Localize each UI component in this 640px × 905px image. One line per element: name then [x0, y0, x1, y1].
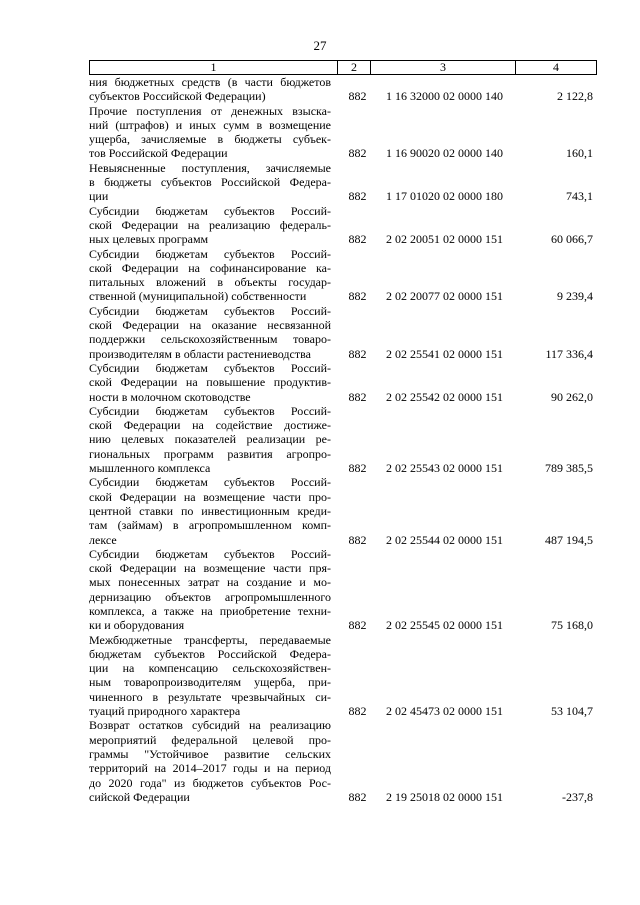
admin-code-cell: 882 — [348, 389, 367, 404]
column-header-4: 4 — [516, 61, 597, 75]
revenue-name-cell — [89, 547, 337, 633]
amount-cell: 53 104,7 — [551, 704, 593, 719]
revenue-name-line: ных целевых программ — [89, 232, 209, 247]
revenue-name-line: Межбюджетные трансферты, передаваемые — [89, 632, 331, 647]
revenue-name-cell — [89, 633, 337, 719]
amount-cell: 789 385,5 — [545, 461, 593, 476]
revenue-name-line: ской Федерации на софинансирование ка- — [89, 260, 331, 275]
budget-code-cell: 1 16 32000 02 0000 140 — [386, 89, 503, 104]
revenue-name-line: комплекса, а также на приобретение техни- — [89, 603, 331, 618]
table-row — [89, 547, 596, 633]
budget-code-cell: 2 02 25542 02 0000 151 — [386, 389, 503, 404]
revenue-name-line: Субсидии бюджетам субъектов Россий- — [89, 203, 331, 218]
revenue-name-line: ской Федерации на повышение продуктив- — [89, 375, 331, 390]
revenue-name-line: Субсидии бюджетам субъектов Россий- — [89, 246, 331, 261]
revenue-name-line: тов Российской Федерации — [89, 146, 228, 161]
revenue-name-line: бюджетам субъектов Российской Федера- — [89, 646, 331, 661]
column-header-2: 2 — [338, 61, 371, 75]
revenue-name-line: в бюджеты субъектов Российской Федера- — [89, 175, 331, 190]
revenue-name-line: Субсидии бюджетам субъектов Россий- — [89, 403, 331, 418]
admin-code-cell: 882 — [348, 89, 367, 104]
revenue-name-line: мероприятий федеральной целевой про- — [89, 732, 331, 747]
revenue-name-line: Субсидии бюджетам субъектов Россий- — [89, 360, 331, 375]
table-row — [89, 204, 596, 247]
revenue-name-line: гиональных программ развития агропро- — [89, 446, 331, 461]
table-row — [89, 475, 596, 546]
revenue-name-cell — [89, 75, 337, 104]
revenue-name-line: ской Федерации на возмещение части пря- — [89, 561, 331, 576]
revenue-name-line: Субсидии бюджетам субъектов Россий- — [89, 546, 331, 561]
revenue-name-cell — [89, 304, 337, 361]
amount-cell: 117 336,4 — [545, 346, 593, 361]
revenue-name-line: ки и оборудования — [89, 618, 185, 633]
revenue-name-line: Возврат остатков субсидий на реализацию — [89, 718, 331, 733]
revenue-name-line: ственной (муниципальной) собственности — [89, 289, 307, 304]
page-number: 27 — [313, 38, 327, 53]
revenue-name-cell — [89, 161, 337, 204]
budget-code-cell: 2 02 45473 02 0000 151 — [386, 704, 503, 719]
revenue-name-line: там (займам) в агропромышленном комп- — [89, 518, 331, 533]
amount-cell: 160,1 — [566, 146, 593, 161]
table-header — [89, 60, 597, 75]
budget-code-cell: 2 02 25541 02 0000 151 — [386, 346, 503, 361]
admin-code-cell: 882 — [348, 532, 367, 547]
amount-cell: 75 168,0 — [551, 618, 593, 633]
budget-code-cell: 1 17 01020 02 0000 180 — [386, 189, 503, 204]
revenue-name-line: поддержки сельскохозяйственным товаро- — [89, 332, 331, 347]
revenue-name-line: дернизацию объектов агропромышленного — [89, 589, 331, 604]
amount-cell: 2 122,8 — [557, 89, 593, 104]
revenue-name-line: граммы "Устойчивое развитие сельских — [89, 746, 331, 761]
budget-code-cell: 2 02 25543 02 0000 151 — [386, 461, 503, 476]
budget-code-cell: 2 19 25018 02 0000 151 — [386, 789, 503, 804]
revenue-name-line: ской Федерации на возмещение части про- — [89, 489, 331, 504]
revenue-name-line: мых понесенных затрат на создание и мо- — [89, 575, 331, 590]
revenue-name-line: питальных вложений в объекты государ- — [89, 275, 331, 290]
revenue-name-line: субъектов Российской Федерации) — [89, 89, 266, 104]
table-row — [89, 161, 596, 204]
admin-code-cell: 882 — [348, 789, 367, 804]
table-body — [89, 75, 596, 804]
revenue-name-line: туаций природного характера — [89, 704, 241, 719]
revenue-name-cell — [89, 247, 337, 304]
budget-code-cell: 2 02 25545 02 0000 151 — [386, 618, 503, 633]
admin-code-cell: 882 — [348, 618, 367, 633]
revenue-name-cell — [89, 475, 337, 546]
revenue-name-line: ской Федерации на реализацию федераль- — [89, 217, 331, 232]
table-row — [89, 718, 596, 804]
amount-cell: 9 239,4 — [557, 289, 593, 304]
revenue-name-line: ской Федерации на содействие достиже- — [89, 418, 331, 433]
revenue-name-line: мышленного комплекса — [89, 461, 211, 476]
table-row — [89, 247, 596, 304]
budget-code-cell: 1 16 90020 02 0000 140 — [386, 146, 503, 161]
revenue-name-line: Субсидии бюджетам субъектов Россий- — [89, 475, 331, 490]
revenue-name-line: ции — [89, 189, 109, 204]
revenue-name-line: территорий на 2014–2017 годы и на период — [89, 761, 331, 776]
amount-cell: 60 066,7 — [551, 232, 593, 247]
table-row — [89, 633, 596, 719]
table-row — [89, 404, 596, 475]
table-row — [89, 361, 596, 404]
revenue-name-line: центной ставки по инвестиционным креди- — [89, 503, 331, 518]
budget-code-cell: 2 02 25544 02 0000 151 — [386, 532, 503, 547]
table-row — [89, 304, 596, 361]
admin-code-cell: 882 — [348, 461, 367, 476]
revenue-name-cell — [89, 361, 337, 404]
revenue-name-line: Прочие поступления от денежных взыска- — [89, 103, 331, 118]
revenue-name-line: ности в молочном скотоводстве — [89, 389, 251, 404]
revenue-name-line: сийской Федерации — [89, 789, 190, 804]
revenue-name-line: ущерба, зачисляемые в бюджеты субъек- — [89, 132, 331, 147]
revenue-name-line: до 2020 года" из бюджетов субъектов Рос- — [89, 775, 331, 790]
revenue-name-line: чиненного в результате чрезвычайных си- — [89, 689, 331, 704]
revenue-name-line: Невыясненные поступления, зачисляемые — [89, 160, 331, 175]
revenue-name-line: ний (штрафов) и иных сумм в возмещение — [89, 117, 331, 132]
revenue-name-line: ния бюджетных средств (в части бюджетов — [89, 75, 331, 89]
amount-cell: 487 194,5 — [545, 532, 593, 547]
amount-cell: 90 262,0 — [551, 389, 593, 404]
revenue-name-cell — [89, 204, 337, 247]
revenue-name-line: Субсидии бюджетам субъектов Россий- — [89, 303, 331, 318]
table-row — [89, 75, 596, 104]
amount-cell: -237,8 — [562, 789, 593, 804]
admin-code-cell: 882 — [348, 232, 367, 247]
admin-code-cell: 882 — [348, 704, 367, 719]
budget-code-cell: 2 02 20051 02 0000 151 — [386, 232, 503, 247]
column-header-3: 3 — [371, 61, 516, 75]
revenue-name-line: производителям в области растениеводства — [89, 346, 311, 361]
admin-code-cell: 882 — [348, 289, 367, 304]
admin-code-cell: 882 — [348, 189, 367, 204]
revenue-name-line: лексе — [89, 532, 117, 547]
revenue-name-line: ской Федерации на оказание несвязанной — [89, 318, 331, 333]
revenue-name-line: ции на компенсацию сельскохозяйствен- — [89, 661, 331, 676]
revenue-name-cell — [89, 718, 337, 804]
amount-cell: 743,1 — [566, 189, 593, 204]
revenue-name-line: нию целевых показателей реализации ре- — [89, 432, 331, 447]
admin-code-cell: 882 — [348, 146, 367, 161]
admin-code-cell: 882 — [348, 346, 367, 361]
revenue-name-line: ным товаропроизводителям ущерба, при- — [89, 675, 331, 690]
column-header-1: 1 — [90, 61, 338, 75]
table-row — [89, 104, 596, 161]
budget-code-cell: 2 02 20077 02 0000 151 — [386, 289, 503, 304]
revenue-name-cell — [89, 104, 337, 161]
revenue-name-cell — [89, 404, 337, 475]
